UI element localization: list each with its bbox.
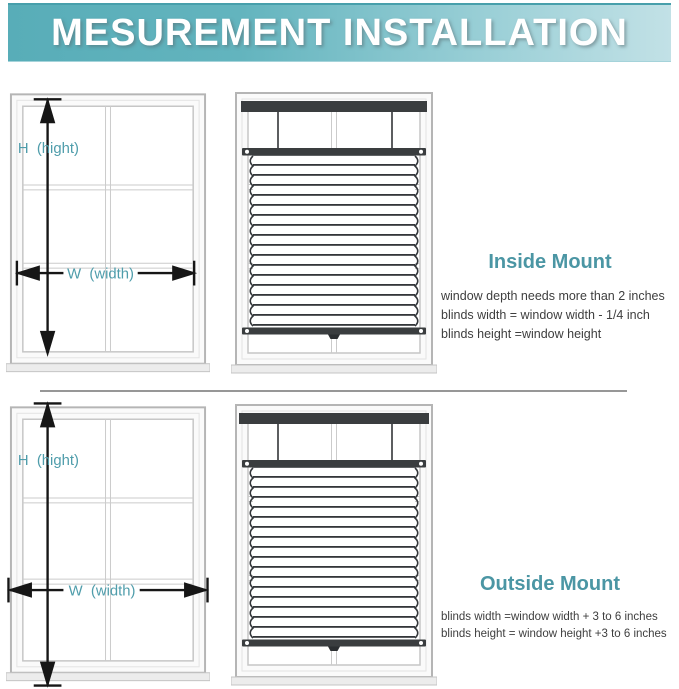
inside-spec-line-2: blinds width = window width - 1/4 inch [441,308,650,322]
rail-notch [245,329,249,333]
rail-notch [245,462,249,466]
measure-window-outside-illustration [6,400,210,689]
height-label: H (hight) [17,140,79,157]
inside-mount-info [441,250,679,344]
rail-notch [245,641,249,645]
window-sill [6,673,210,681]
outside-spec-line-1: blinds width =window width + 3 to 6 inches [441,611,658,623]
valance-bar [241,101,427,112]
measure-window-inside-illustration [6,91,210,375]
inside-mount-title: Inside Mount [488,251,612,273]
outside-mount-title: Outside Mount [480,573,620,595]
rail-notch [419,150,423,154]
section-divider [40,390,627,392]
window-sill [231,677,437,685]
outside-mount-info [441,572,679,642]
width-label: W (width) [67,266,134,283]
width-label: W (width) [68,583,136,600]
rail-notch [419,462,423,466]
top-rail [242,460,426,468]
blinds-window-inside-illustration [231,91,437,375]
inside-spec-line-3: blinds height =window height [441,327,602,341]
rail-notch [245,150,249,154]
bottom-rail [242,640,426,647]
banner [8,3,671,62]
pleated-body [253,156,415,328]
bottom-rail [242,328,426,335]
pleated-body [253,468,415,640]
valance-bar [239,413,429,424]
banner-title: MESUREMENT INSTALLATION [51,11,628,54]
rail-notch [419,641,423,645]
rail-notch [419,329,423,333]
height-label: H (hight) [17,452,79,469]
window-sill [231,365,437,373]
top-rail [242,148,426,156]
window-sill [6,364,210,372]
blinds-window-outside-illustration [231,403,437,687]
outside-spec-line-2: blinds height = window height +3 to 6 inches [441,627,667,640]
inside-spec-line-1: window depth needs more than 2 inches [441,289,665,303]
